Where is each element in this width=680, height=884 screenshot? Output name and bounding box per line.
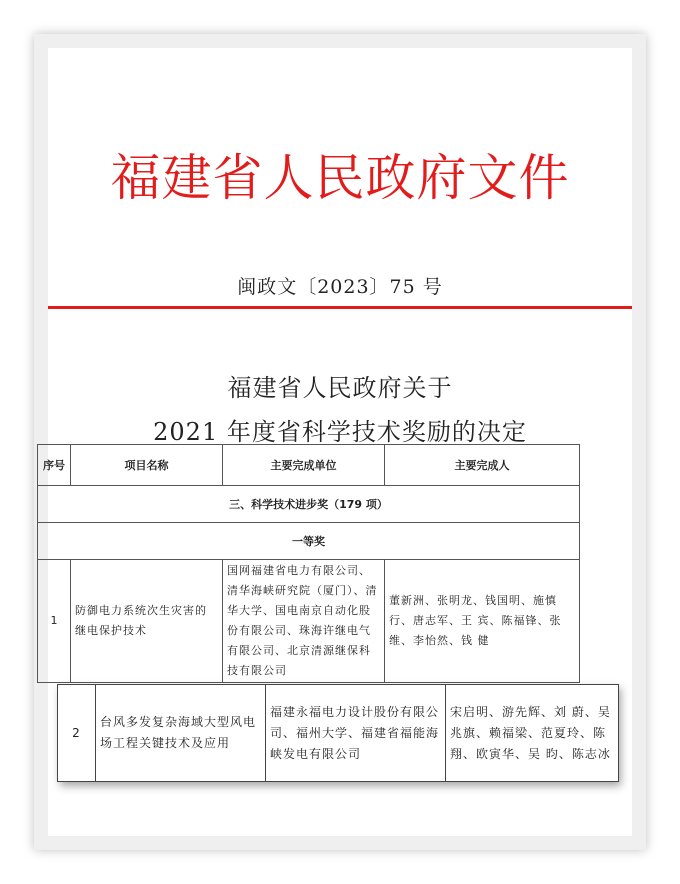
column-header-people: 主要完成人 (385, 445, 580, 486)
column-header-seq: 序号 (38, 445, 71, 486)
section-label: 三、科学技术进步奖（179 项） (38, 486, 580, 523)
table-row (58, 685, 619, 782)
decision-title-line-2: 2021 年度省科学技术奖励的决定 (153, 418, 527, 446)
row-units: 福建永福电力设计股份有限公司、福州大学、福建省福能海峡发电有限公司 (266, 685, 446, 782)
section-row (38, 486, 580, 523)
grade-label: 一等奖 (38, 523, 580, 560)
highlighted-row-table (57, 684, 619, 782)
row-people: 宋启明、游先辉、刘 蔚、吴兆旗、赖福梁、范夏玲、陈 翔、欧寅华、吴 昀、陈志冰 (446, 685, 619, 782)
red-separator-line (48, 306, 632, 309)
decision-title-line-1: 福建省人民政府关于 (227, 374, 453, 402)
column-header-project: 项目名称 (71, 445, 223, 486)
row-people: 董新洲、张明龙、钱国明、施慎行、唐志军、王 宾、陈福锋、张 维、李怡然、钱 健 (385, 560, 580, 683)
row-units: 国网福建省电力有限公司、清华海峡研究院（厦门）、清华大学、国电南京自动化股份有限公司、珠海许继电气有限公司、北京清源继保科技有限公司 (223, 560, 385, 683)
row-project: 防御电力系统次生灾害的继电保护技术 (71, 560, 223, 683)
document-header-title: 福建省人民政府文件 (110, 149, 570, 207)
awards-table (37, 444, 580, 683)
document-number: 闽政文〔2023〕75 号 (237, 276, 443, 298)
table-header-row (38, 445, 580, 486)
table-row (38, 560, 580, 683)
row-project: 台风多发复杂海域大型风电场工程关键技术及应用 (96, 685, 266, 782)
highlighted-row-overlay (57, 684, 618, 782)
column-header-units: 主要完成单位 (223, 445, 385, 486)
row-seq: 1 (38, 560, 71, 683)
grade-row (38, 523, 580, 560)
row-seq: 2 (58, 685, 96, 782)
